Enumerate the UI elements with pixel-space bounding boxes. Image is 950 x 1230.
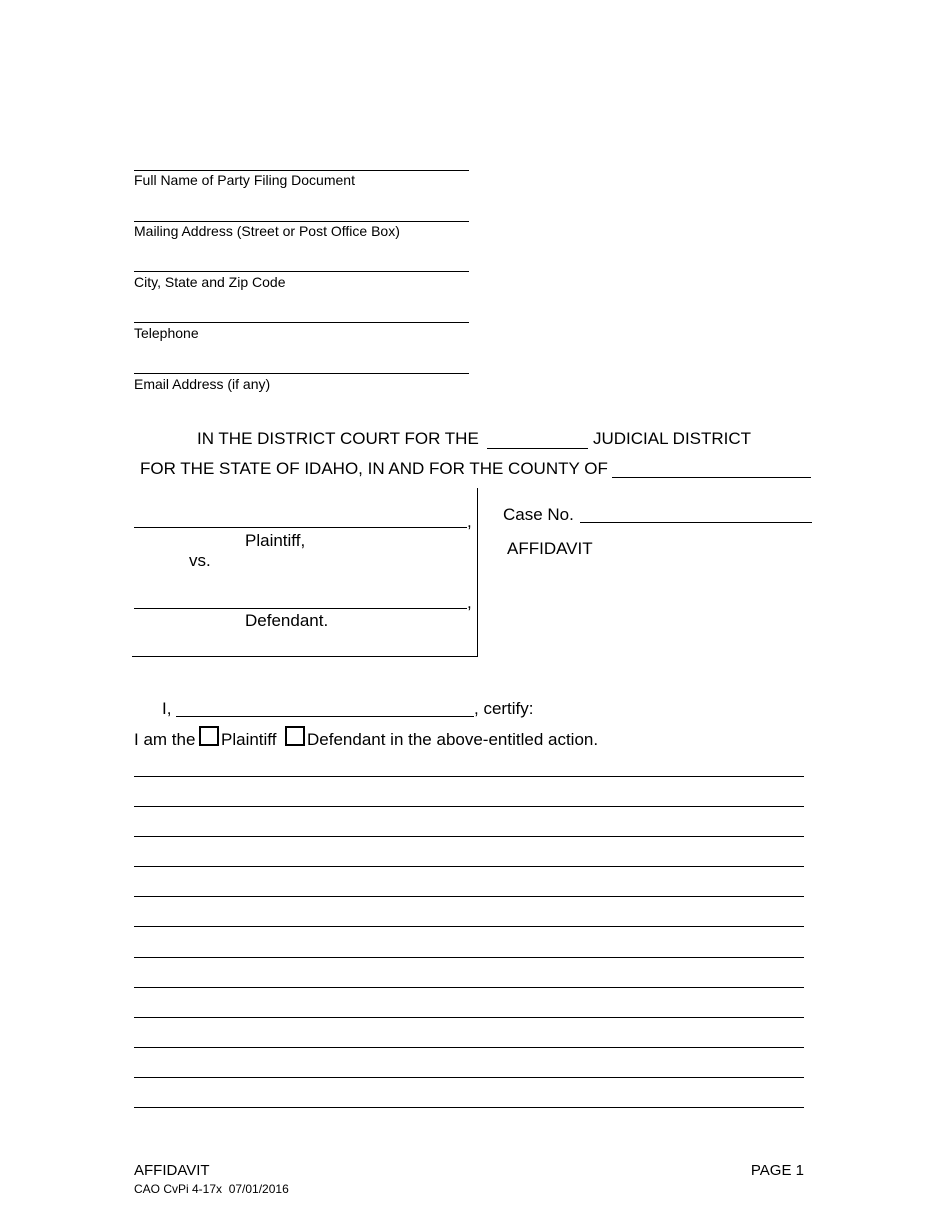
caption-bottom-border <box>132 656 478 657</box>
court-heading-suffix: JUDICIAL DISTRICT <box>593 429 752 448</box>
email-line[interactable] <box>134 373 469 374</box>
statement-line[interactable] <box>134 957 804 958</box>
plaintiff-name-line[interactable] <box>134 527 467 528</box>
plaintiff-option-label: Plaintiff <box>221 730 277 749</box>
statement-line[interactable] <box>134 1047 804 1048</box>
defendant-option-label: Defendant in the above-entitled action. <box>307 730 599 749</box>
full-name-line[interactable] <box>134 170 469 171</box>
case-no-label: Case No. <box>503 505 574 524</box>
statement-line[interactable] <box>134 1107 804 1108</box>
mailing-address-line[interactable] <box>134 221 469 222</box>
court-heading-prefix: IN THE DISTRICT COURT FOR THE <box>197 429 479 448</box>
document-title: AFFIDAVIT <box>507 539 593 558</box>
statement-line[interactable] <box>134 836 804 837</box>
statement-line[interactable] <box>134 866 804 867</box>
statement-line[interactable] <box>134 806 804 807</box>
full-name-label: Full Name of Party Filing Document <box>134 172 355 188</box>
statement-line[interactable] <box>134 926 804 927</box>
footer-doc-name: AFFIDAVIT <box>134 1162 210 1179</box>
footer-form-code: CAO CvPi 4-17x 07/01/2016 <box>134 1182 289 1196</box>
statement-line[interactable] <box>134 987 804 988</box>
statement-line[interactable] <box>134 896 804 897</box>
city-state-zip-label: City, State and Zip Code <box>134 274 286 290</box>
telephone-line[interactable] <box>134 322 469 323</box>
affiant-name-line[interactable] <box>176 716 474 717</box>
certify-suffix: , certify: <box>474 699 534 718</box>
defendant-name-line[interactable] <box>134 608 467 609</box>
email-label: Email Address (if any) <box>134 376 271 392</box>
defendant-comma: , <box>467 593 472 612</box>
statement-line[interactable] <box>134 776 804 777</box>
telephone-label: Telephone <box>134 325 199 341</box>
plaintiff-comma: , <box>467 512 472 531</box>
county-heading-prefix: FOR THE STATE OF IDAHO, IN AND FOR THE COUNTY OF <box>140 459 608 478</box>
city-state-zip-line[interactable] <box>134 271 469 272</box>
county-blank[interactable] <box>612 477 811 478</box>
caption-vertical-divider <box>477 488 478 656</box>
i-am-the-label: I am the <box>134 730 196 749</box>
mailing-address-label: Mailing Address (Street or Post Office Box) <box>134 223 400 239</box>
statement-line[interactable] <box>134 1077 804 1078</box>
vs-label: vs. <box>189 551 211 570</box>
case-no-line[interactable] <box>580 522 812 523</box>
defendant-checkbox[interactable] <box>285 726 305 746</box>
certify-prefix: I, <box>162 699 172 718</box>
defendant-label: Defendant. <box>245 611 329 630</box>
footer-page-number: PAGE 1 <box>750 1162 804 1179</box>
plaintiff-label: Plaintiff, <box>245 531 306 550</box>
statement-line[interactable] <box>134 1017 804 1018</box>
judicial-district-blank[interactable] <box>487 448 588 449</box>
plaintiff-checkbox[interactable] <box>199 726 219 746</box>
